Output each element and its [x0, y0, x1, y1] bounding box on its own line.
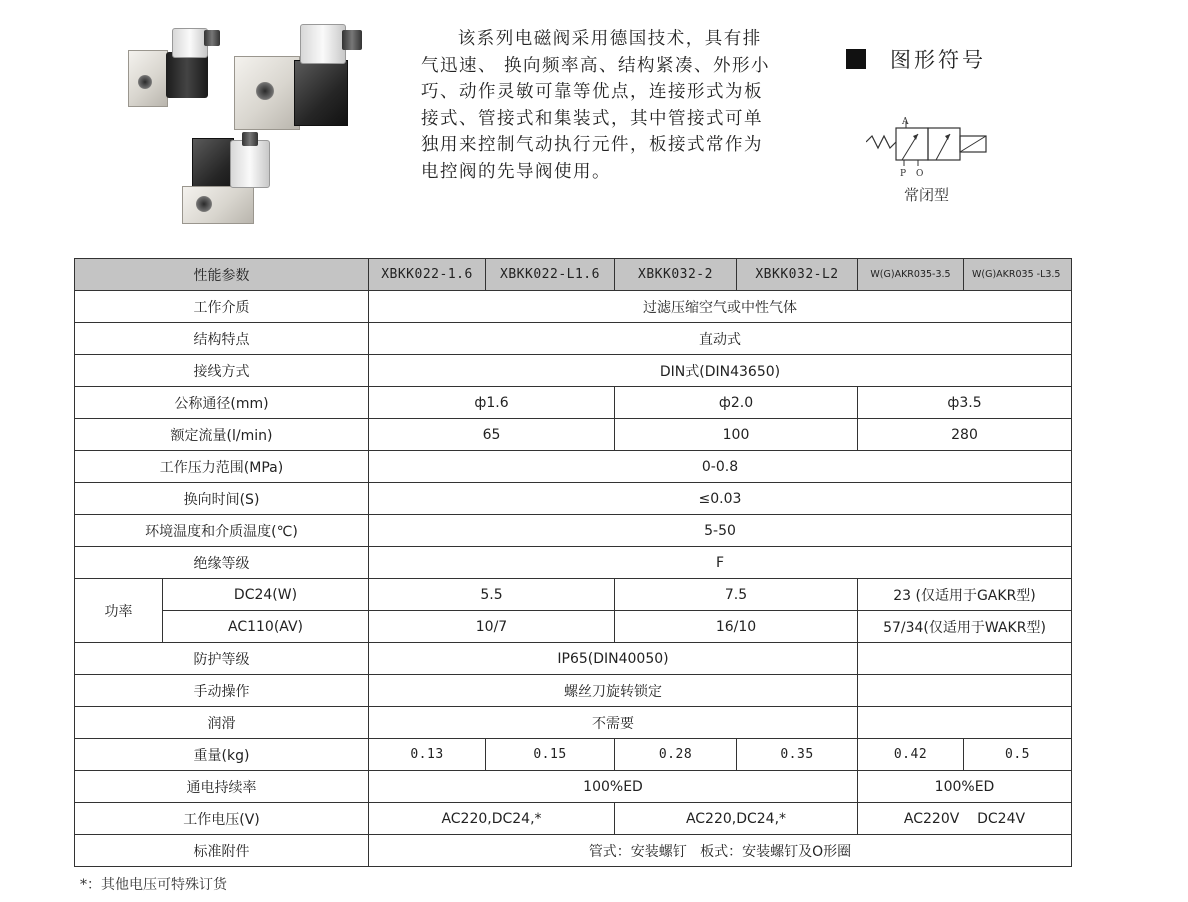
row-value: 不需要	[369, 707, 858, 739]
heading-square-icon	[846, 49, 866, 69]
row-value: 0.13	[369, 739, 486, 771]
table-header-row	[75, 259, 1072, 291]
row-value: 10/7	[369, 611, 615, 643]
row-value: 过滤压缩空气或中性气体	[369, 291, 1072, 323]
model-col: W(G)AKR035-3.5	[858, 259, 964, 291]
row-value: 100%ED	[369, 771, 858, 803]
row-label: 润滑	[75, 707, 369, 739]
table-row	[75, 835, 1072, 867]
row-value: 280	[858, 419, 1072, 451]
row-label: 工作电压(V)	[75, 803, 369, 835]
row-value: 65	[369, 419, 615, 451]
row-value: IP65(DIN40050)	[369, 643, 858, 675]
row-value: 0.5	[964, 739, 1072, 771]
row-value: 100	[615, 419, 858, 451]
row-label: 重量(kg)	[75, 739, 369, 771]
intro-paragraph: 该系列电磁阀采用德国技术，具有排气迅速、 换向频率高、结构紧凑、外形小巧、动作灵敏可靠等优点，连接形式为板接式、管接式和集装式，其中管接式可单独用来控制气动执行元件，板接式常作为电控阀的先导阀使用。	[421, 29, 771, 182]
port-a-label: A	[902, 117, 909, 127]
row-label: 换向时间(S)	[75, 483, 369, 515]
row-value: 0-0.8	[369, 451, 1072, 483]
row-label: 工作压力范围(MPa)	[75, 451, 369, 483]
row-value: ф3.5	[858, 387, 1072, 419]
table-row	[75, 675, 1072, 707]
row-value-empty	[858, 707, 1072, 739]
row-value: 23 (仅适用于GAKR型)	[858, 579, 1072, 611]
table-row	[75, 611, 1072, 643]
table-row	[75, 739, 1072, 771]
row-value: 5.5	[369, 579, 615, 611]
row-value: 0.35	[737, 739, 858, 771]
row-label: 公称通径(mm)	[75, 387, 369, 419]
row-value: 0.15	[486, 739, 615, 771]
table-row	[75, 387, 1072, 419]
product-photo-manifold-valve	[234, 20, 364, 140]
table-row	[75, 643, 1072, 675]
row-label: 结构特点	[75, 323, 369, 355]
table-row	[75, 579, 1072, 611]
row-label: 手动操作	[75, 675, 369, 707]
row-value: 0.42	[858, 739, 964, 771]
row-value: 直动式	[369, 323, 1072, 355]
table-row	[75, 771, 1072, 803]
header-label: 性能参数	[75, 259, 369, 291]
symbol-heading-text: 图形符号	[890, 48, 986, 72]
row-value: ф1.6	[369, 387, 615, 419]
table-row	[75, 515, 1072, 547]
row-sublabel: DC24(W)	[163, 579, 369, 611]
row-label: 额定流量(l/min)	[75, 419, 369, 451]
row-label: 防护等级	[75, 643, 369, 675]
intro-description	[421, 26, 779, 185]
table-row	[75, 323, 1072, 355]
model-col: XBKK022-L1.6	[486, 259, 615, 291]
table-row	[75, 547, 1072, 579]
model-col: XBKK032-2	[615, 259, 737, 291]
valve-symbol-icon	[866, 114, 996, 180]
row-sublabel: AC110(AV)	[163, 611, 369, 643]
port-o-label: O	[916, 169, 924, 179]
row-label: 标准附件	[75, 835, 369, 867]
row-value: 100%ED	[858, 771, 1072, 803]
row-value: ф2.0	[615, 387, 858, 419]
table-row	[75, 291, 1072, 323]
row-value: F	[369, 547, 1072, 579]
symbol-caption: 常闭型	[904, 186, 950, 204]
row-value: AC220,DC24,*	[369, 803, 615, 835]
table-row	[75, 707, 1072, 739]
product-photo-small-valve	[128, 20, 223, 108]
table-row	[75, 803, 1072, 835]
model-col: W(G)AKR035 -L3.5	[964, 259, 1072, 291]
power-label: 功率	[75, 579, 163, 643]
row-value: ≤0.03	[369, 483, 1072, 515]
row-label: 工作介质	[75, 291, 369, 323]
row-label: 绝缘等级	[75, 547, 369, 579]
row-value-empty	[858, 675, 1072, 707]
row-value: 7.5	[615, 579, 858, 611]
table-row	[75, 483, 1072, 515]
row-value: 16/10	[615, 611, 858, 643]
row-value: 螺丝刀旋转锁定	[369, 675, 858, 707]
product-photo-tube-valve	[182, 124, 282, 224]
row-value: 57/34(仅适用于WAKR型)	[858, 611, 1072, 643]
symbol-heading	[846, 44, 986, 74]
row-value: 管式：安装螺钉 板式：安装螺钉及O形圈	[369, 835, 1072, 867]
port-p-label: P	[900, 169, 907, 179]
row-value: 0.28	[615, 739, 737, 771]
row-value: AC220V DC24V	[858, 803, 1072, 835]
model-col: XBKK032-L2	[737, 259, 858, 291]
footnote: *：其他电压可特殊订货	[80, 877, 227, 893]
model-col: XBKK022-1.6	[369, 259, 486, 291]
row-value-empty	[858, 643, 1072, 675]
row-value: DIN式(DIN43650)	[369, 355, 1072, 387]
table-row	[75, 451, 1072, 483]
spec-table	[74, 258, 1072, 867]
row-value: AC220,DC24,*	[615, 803, 858, 835]
row-label: 环境温度和介质温度(℃)	[75, 515, 369, 547]
table-row	[75, 419, 1072, 451]
table-row	[75, 355, 1072, 387]
row-value: 5-50	[369, 515, 1072, 547]
row-label: 通电持续率	[75, 771, 369, 803]
row-label: 接线方式	[75, 355, 369, 387]
